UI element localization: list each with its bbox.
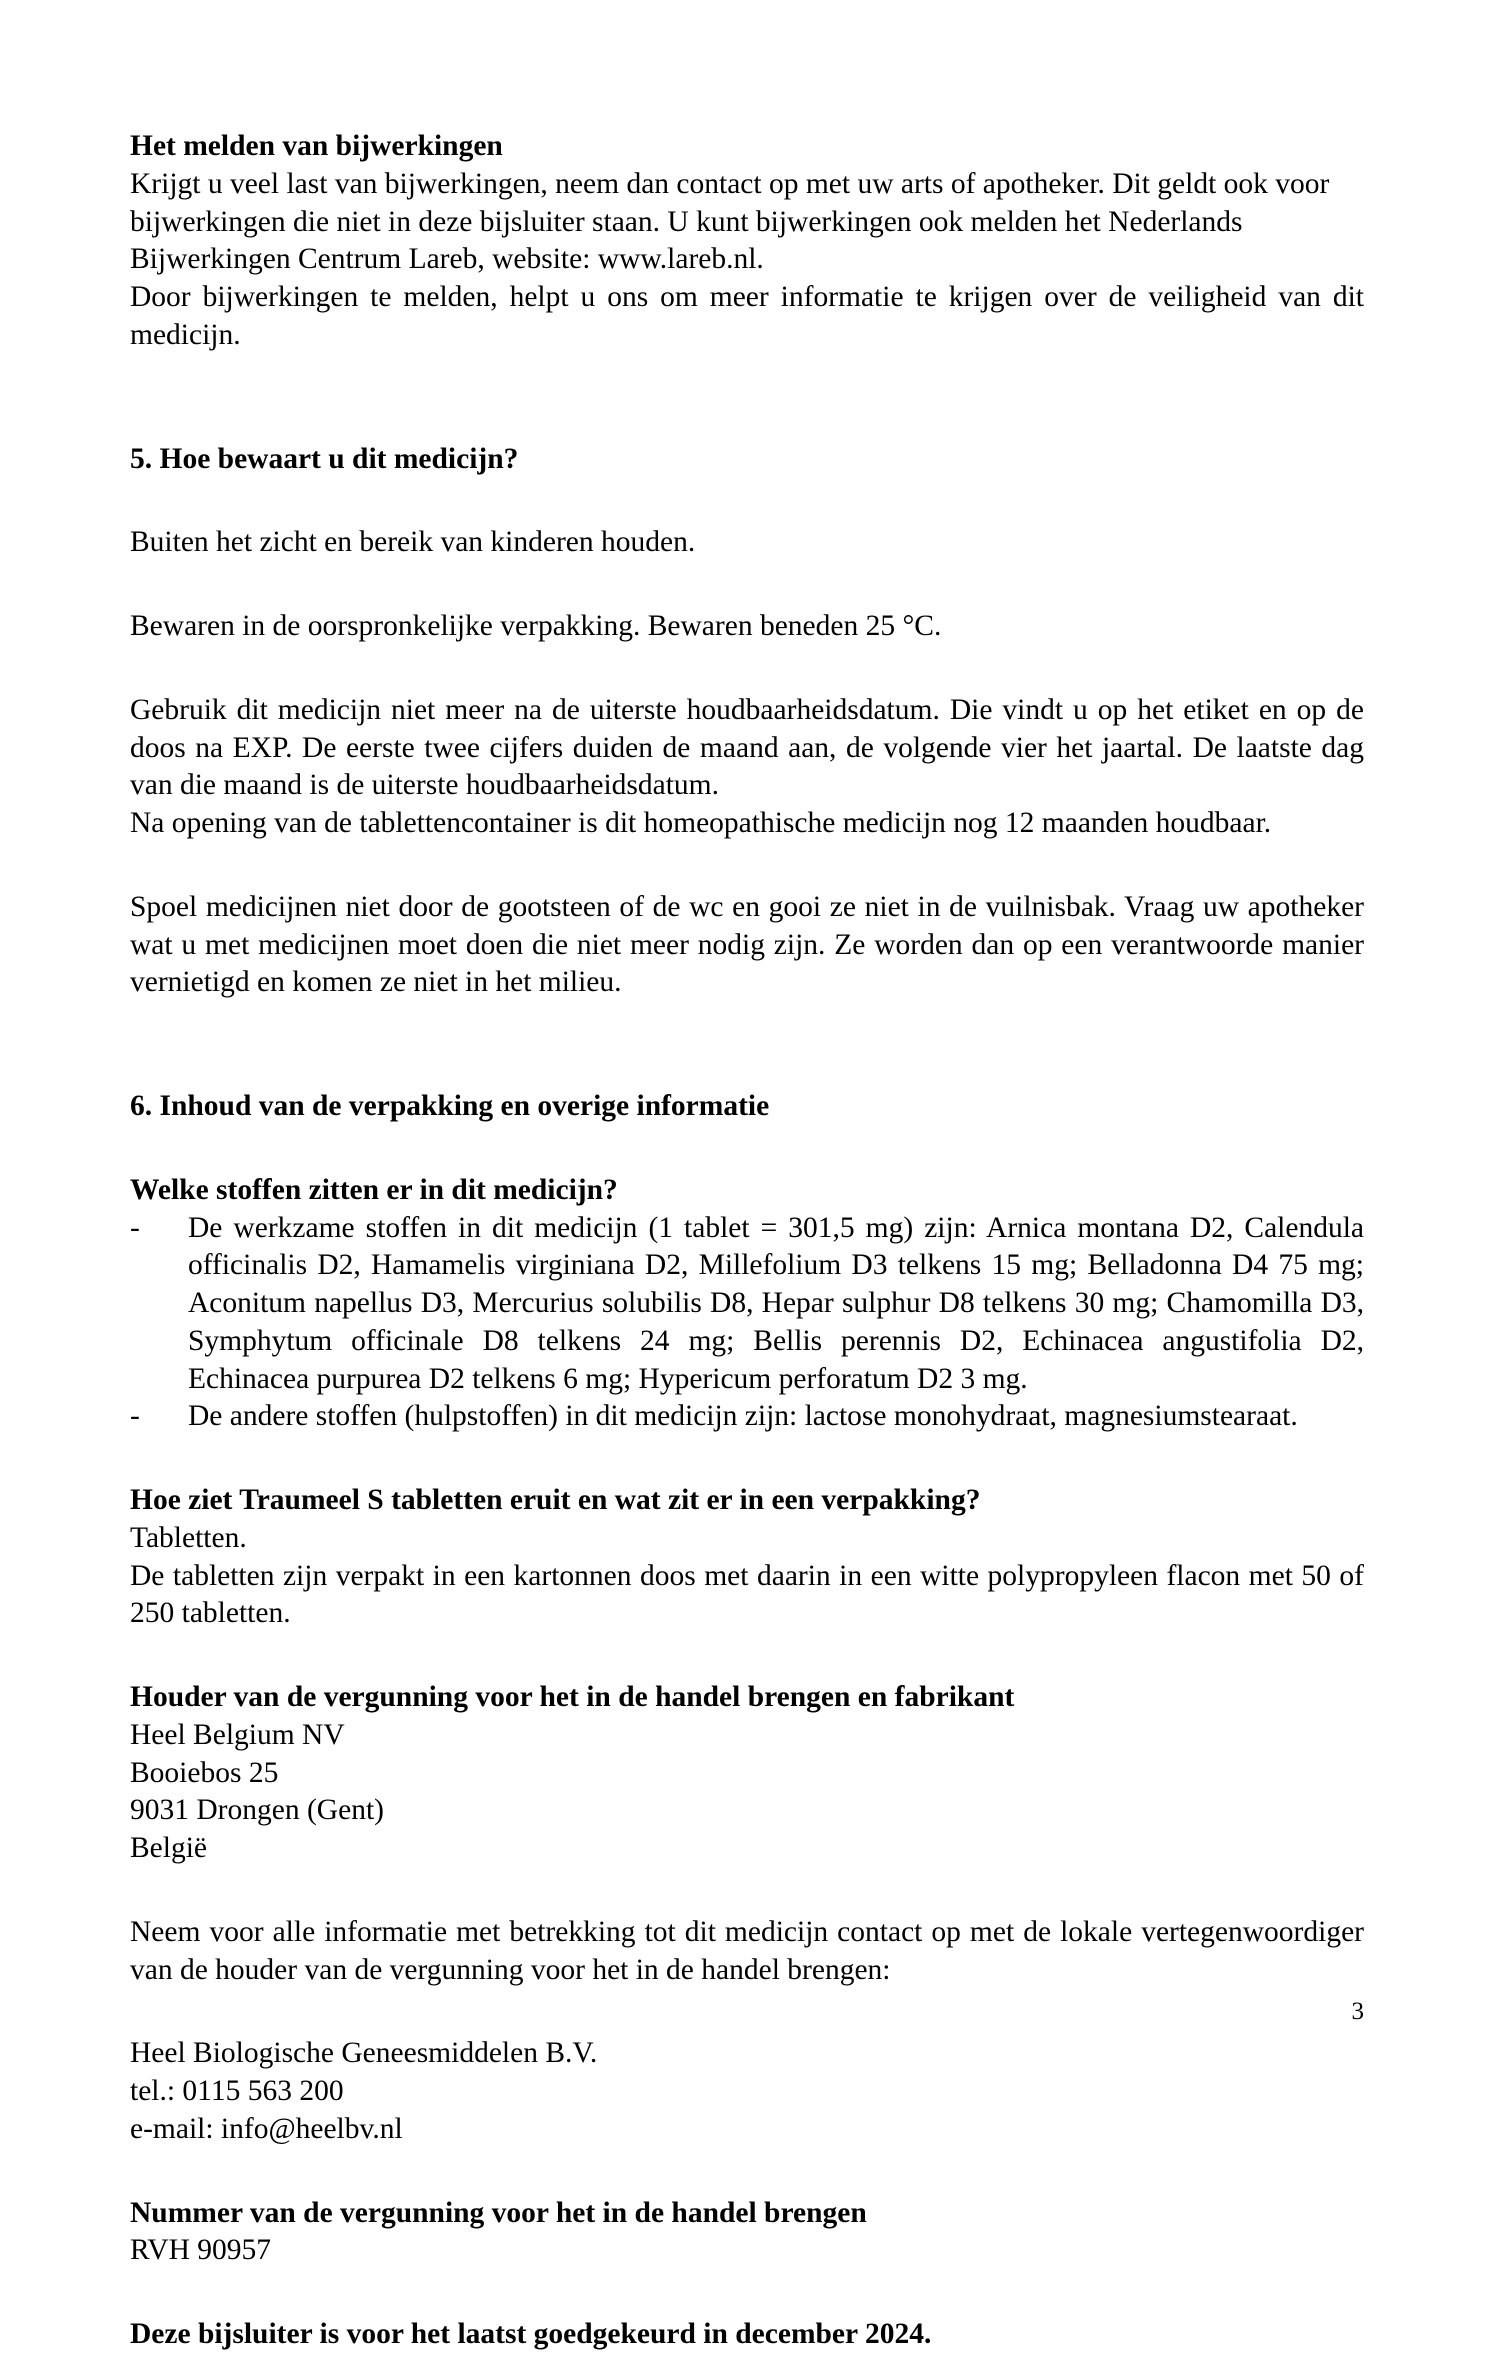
marketing-authorisation-holder-line-1: Heel Belgium NV [130,1718,345,1751]
storage-paragraph-4: Na opening van de tablettencontainer is dit homeopathische medicijn nog 12 maanden houdbaar. [130,807,1272,839]
appearance-heading: Hoe ziet Traumeel S tabletten eruit en wat zit er in een verpakking? [130,1484,981,1516]
page-number: 3 [1351,1998,1364,2025]
side-effects-paragraph-2: Door bijwerkingen te melden, helpt u ons om meer informatie te krijgen over de veiligheid van dit medicijn. [130,281,1364,351]
spacer [130,2270,1364,2316]
marketing-authorisation-holder-line-4: België [130,1832,208,1864]
appearance-line-1: Tabletten. [130,1521,247,1554]
storage-heading: 5. Hoe bewaart u dit medicijn? [130,442,519,475]
local-representative-line-2: tel.: 0115 563 200 [130,2075,344,2107]
list-item [130,1210,1364,1399]
spacer [130,843,1364,889]
spacer [130,1989,1364,2035]
storage-paragraph-2: Bewaren in de oorspronkelijke verpakking. Bewaren beneden 25 °C. [130,610,942,642]
side-effects-heading: Het melden van bijwerkingen [130,130,503,162]
authorisation-number-value: RVH 90957 [130,2234,272,2267]
list-item [130,1398,1364,1436]
package-contents-heading: 6. Inhoud van de verpakking en overige informatie [130,1090,770,1122]
marketing-authorisation-holder-line-3: 9031 Drongen (Gent) [130,1794,384,1827]
bullet-marker-icon: - [130,1400,140,1433]
bullet-marker-icon: - [130,1211,140,1244]
spacer [130,1126,1364,1172]
spacer [130,1633,1364,1679]
list-item-text: De andere stoffen (hulpstoffen) in dit medicijn zijn: lactose monohydraat, magnesiumstearaat. [188,1400,1298,1433]
spacer [130,478,1364,524]
ingredients-heading: Welke stoffen zitten er in dit medicijn? [130,1173,618,1206]
spacer [130,1436,1364,1482]
storage-paragraph-1: Buiten het zicht en bereik van kinderen houden. [130,526,696,559]
spacer [130,1868,1364,1914]
local-representative-intro: Neem voor alle informatie met betrekking tot dit medicijn contact op met de lokale vertegenwoordiger van de houder van de vergunning voor het in de handel brengen: [130,1915,1364,1986]
side-effects-paragraph-1: Krijgt u veel last van bijwerkingen, neem dan contact op met uw arts of apotheker. Dit geldt ook voor bijwerkingen die niet in deze bijsluiter staan. U kunt bijwerkingen ook melden het Nederlands Bijwerkingen Centrum Lareb, website: www.lareb.nl. [130,167,1330,276]
appearance-line-2: De tabletten zijn verpakt in een kartonnen doos met daarin in een witte polypropyleen flacon met 50 of 250 tabletten. [130,1559,1364,1630]
authorisation-number-heading: Nummer van de vergunning voor het in de handel brengen [130,2196,867,2229]
marketing-authorisation-holder-heading: Houder van de vergunning voor het in de handel brengen en fabrikant [130,1681,1015,1713]
page-content [130,128,1364,2354]
marketing-authorisation-holder-line-2: Booiebos 25 [130,1756,279,1789]
list-item-text: De werkzame stoffen in dit medicijn (1 tablet = 301,5 mg) zijn: Arnica montana D2, Calendula officinalis D2, Hamamelis virginiana D2, Millefolium D3 telkens 15 mg; Belladonna D4 75 mg; Aconitum napellus D3, Mercurius solubilis D8, Hepar sulphur D8 telkens 30 mg; Chamomilla D3, Symphytum officinale D8 telkens 24 mg; Bellis perennis D2, Echinacea angustifolia D2, Echinacea purpurea D2 telkens 6 mg; Hypericum perforatum D2 3 mg. [188,1211,1364,1395]
spacer [130,1002,1364,1088]
local-representative-line-3: e-mail: info@heelbv.nl [130,2112,403,2145]
ingredients-list [130,1210,1364,1437]
spacer [130,646,1364,692]
storage-paragraph-5: Spoel medicijnen niet door de gootsteen of de wc en gooi ze niet in de vuilnisbak. Vraag uw apotheker wat u met medicijnen moet doen die niet meer nodig zijn. Ze worden dan op een verantwoorde manier vernietigd en komen ze niet in het milieu. [130,890,1364,999]
spacer [130,355,1364,441]
revision-date: Deze bijsluiter is voor het laatst goedgekeurd in december 2024. [130,2318,932,2350]
local-representative-line-1: Heel Biologische Geneesmiddelen B.V. [130,2037,598,2070]
storage-paragraph-3: Gebruik dit medicijn niet meer na de uiterste houdbaarheidsdatum. Die vindt u op het etiket en op de doos na EXP. De eerste twee cijfers duiden de maand aan, de volgende vier het jaartal. De laatste dag van die maand is de uiterste houdbaarheidsdatum. [130,693,1364,802]
spacer [130,562,1364,608]
spacer [130,2149,1364,2195]
